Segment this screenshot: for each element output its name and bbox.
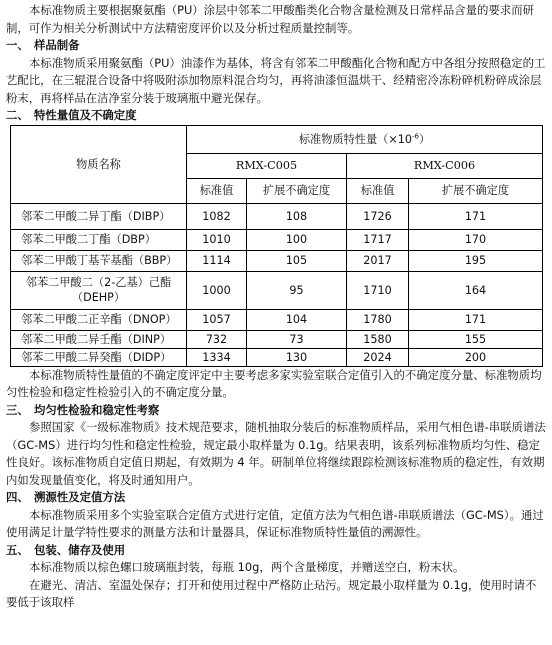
substance-name: 邻苯二甲酸二丁酯（DBP） — [11, 229, 187, 250]
table-header-uncertainty: 扩展不确定度 — [247, 178, 347, 203]
standard-value: 1726 — [347, 203, 409, 229]
section-number: 一、 — [6, 38, 29, 52]
uncertainty-value: 130 — [247, 348, 347, 366]
section-heading-2 — [6, 107, 546, 125]
property-value-table — [10, 125, 543, 367]
uncertainty-value: 171 — [409, 309, 543, 330]
section-3-paragraph: 参照国家《一级标准物质》技术规范要求，随机抽取分装后的标准物质样品，采用气相色谱-串联质谱法（GC-MS）进行均匀性和稳定性检验，规定最小取样量为 0.1g。结果表明，该系列标准物质均匀性、稳定性良好。该标准物质自定值日期起，有效期为 4 年。研制单位将继续跟踪检测该标准物质的稳定性，有效期内如发现量值变化，将及时通知用户。 — [6, 420, 546, 487]
section-number: 四、 — [6, 490, 29, 504]
substance-name: 邻苯二甲酸二（2-乙基）己酯 （DEHP） — [11, 271, 187, 309]
table-row — [11, 203, 543, 229]
table-note-paragraph: 本标准物质特性量值的不确定度评定中主要考虑多家实验室联合定值引入的不确定度分量、标准物质均匀性检验和稳定性检验引入的不确定度分量。 — [6, 367, 542, 399]
uncertainty-value: 95 — [247, 271, 347, 309]
section-heading-3 — [6, 402, 546, 420]
table-header-standard-value: 标准值 — [187, 178, 247, 203]
standard-value: 2017 — [347, 250, 409, 271]
standard-value: 1780 — [347, 309, 409, 330]
section-1-paragraph: 本标准物质采用聚氨酯（PU）油漆作为基体，将含有邻苯二甲酸酯化合物和配方中各组分按照稳定的工艺配比，在三辊混合设备中将吸附添加物原料混合均匀，再将油漆恒温烘干、经精密冷冻粉碎机粉碎成涂层粉末，再将样品在洁净室分装于玻璃瓶中避光保存。 — [6, 55, 546, 105]
uncertainty-value: 195 — [409, 250, 543, 271]
standard-value: 1082 — [187, 203, 247, 229]
table-row — [11, 309, 543, 330]
table-header-sample-1: RMX-C005 — [187, 153, 347, 178]
section-5-paragraph: 本标准物质以棕色螺口玻璃瓶封装，每瓶 10g，两个含量梯度，并赠送空白，粉末状。 — [29, 560, 465, 574]
substance-name: 邻苯二甲酸二异壬酯（DINP） — [11, 330, 187, 348]
section-5-paragraph-2: 在避光、清洁、室温处保存；打开和使用过程中严格防止玷污。规定最小取样量为 0.1g，使用时请不要低于该取样 — [6, 577, 537, 609]
intro-paragraph: 本标准物质主要根据聚氨酯（PU）涂层中邻苯二甲酸酯类化合物含量检测及日常样品含量的要求而研制，可作为相关分析测试中方法精密度评价以及分析过程质量控制等。 — [6, 3, 535, 35]
standard-value: 1000 — [187, 271, 247, 309]
table-header-property: 标准物质特性量$(\times 10^{-6})$ — [187, 125, 543, 153]
standard-value: 1057 — [187, 309, 247, 330]
table-header-standard-value: 标准值 — [347, 178, 409, 203]
section-4-paragraph: 本标准物质采用多个实验室联合定值方式进行定值，定值方法为气相色谱-串联质谱法（GC-MS）。通过使用满足计量学特性要求的测量方法和计量器具，保证标准物质特性量值的溯源性。 — [6, 507, 544, 539]
section-number: 二、 — [6, 108, 29, 122]
standard-value: 1114 — [187, 250, 247, 271]
table-row — [11, 250, 543, 271]
table-header-substance: 物质名称 — [11, 125, 187, 203]
section-heading-4 — [6, 489, 546, 507]
standard-value: 1334 — [187, 348, 247, 366]
table-header-sample-2: RMX-C006 — [347, 153, 543, 178]
table-row — [11, 330, 543, 348]
uncertainty-value: 155 — [409, 330, 543, 348]
section-heading-1 — [6, 37, 546, 55]
section-title: 溯源性及定值方法 — [34, 490, 126, 504]
uncertainty-value: 164 — [409, 271, 543, 309]
section-title: 包装、储存及使用 — [34, 542, 126, 557]
standard-value: 1710 — [347, 271, 409, 309]
standard-value: 1010 — [187, 229, 247, 250]
section-heading-5 — [6, 542, 546, 560]
uncertainty-value: 171 — [409, 203, 543, 229]
document — [6, 2, 546, 612]
substance-name: 邻苯二甲酸二异癸酯（DIDP） — [11, 348, 187, 366]
table-header-uncertainty: 扩展不确定度 — [409, 178, 543, 203]
substance-name: 邻苯二甲酸丁基苄基酯（BBP） — [11, 250, 187, 271]
substance-name: 邻苯二甲酸二正辛酯（DNOP） — [11, 309, 187, 330]
uncertainty-value: 105 — [247, 250, 347, 271]
table-row — [11, 271, 543, 309]
substance-name: 邻苯二甲酸二异丁酯（DIBP） — [11, 203, 187, 229]
table-row — [11, 348, 543, 366]
standard-value: 2024 — [347, 348, 409, 366]
section-number: 五、 — [6, 542, 29, 557]
standard-value: 1717 — [347, 229, 409, 250]
section-title: 样品制备 — [34, 38, 80, 52]
uncertainty-value: 104 — [247, 309, 347, 330]
uncertainty-value: 170 — [409, 229, 543, 250]
section-title: 均匀性检验和稳定性考察 — [34, 402, 160, 417]
uncertainty-value: 73 — [247, 330, 347, 348]
uncertainty-value: 100 — [247, 229, 347, 250]
uncertainty-value: 108 — [247, 203, 347, 229]
uncertainty-value: 200 — [409, 348, 543, 366]
section-title: 特性量值及不确定度 — [34, 108, 137, 122]
table-row — [11, 229, 543, 250]
section-number: 三、 — [6, 402, 29, 417]
standard-value: 1580 — [347, 330, 409, 348]
standard-value: 732 — [187, 330, 247, 348]
